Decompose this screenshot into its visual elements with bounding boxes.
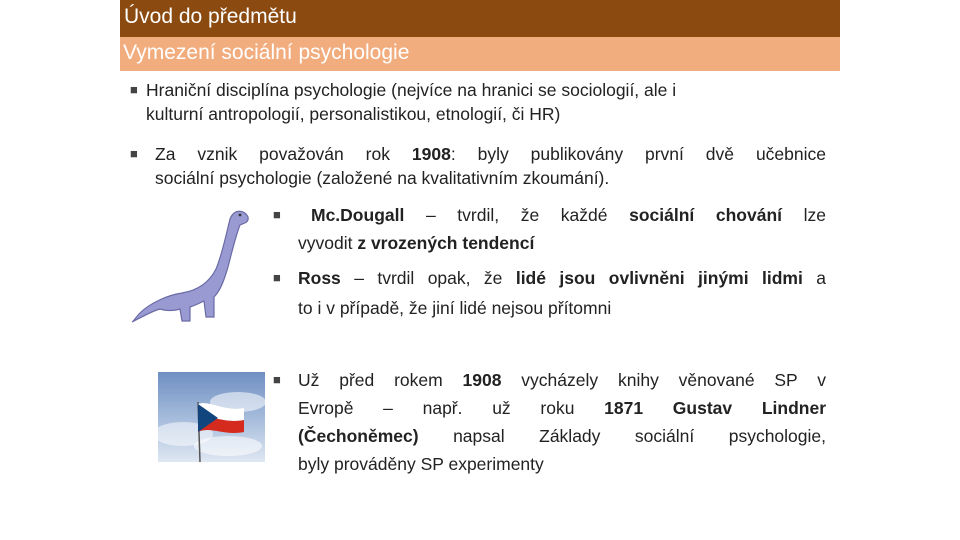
p2-line2: sociální psychologie (založené na kvalitativním zkoumání). [155, 168, 610, 188]
p5-text: Už před rokem [298, 370, 463, 390]
bullet-icon: ■ [273, 207, 281, 222]
p3-line2-text: vyvodit [298, 233, 358, 253]
p5-year: 1908 [462, 370, 502, 390]
flag-photo [158, 372, 265, 462]
p2-year: 1908 [411, 144, 451, 164]
p3-line1 [311, 203, 826, 227]
bullet-icon: ■ [273, 270, 281, 285]
p4-name: Ross [298, 268, 341, 288]
slide-title: Úvod do předmětu [124, 5, 297, 28]
bullet-icon: ■ [130, 146, 138, 161]
p2-text: Za vznik považován rok [155, 144, 412, 164]
p4-emph: lidé jsou ovlivněni jinými lidmi [515, 268, 803, 288]
p3-text: – tvrdil, že každé [404, 205, 630, 225]
p5-text-post: vycházely knihy věnované SP v [501, 370, 826, 390]
bullet-icon: ■ [273, 372, 281, 387]
p3-line2 [298, 231, 534, 255]
p5-line3-bold: (Čechoněmec) [298, 426, 419, 446]
p1-line1: Hraniční disciplína psychologie (nejvíce na hranici se sociologií, ale i [146, 80, 677, 100]
p5-line2-text: Evropě – např. už roku [298, 398, 605, 418]
p4-line2: to i v případě, že jiní lidé nejsou přítomni [298, 298, 612, 318]
p3-emph: sociální chování [629, 205, 783, 225]
p5-line4: byly prováděny SP experimenty [298, 454, 544, 474]
bullet-icon: ■ [130, 82, 138, 97]
p5-line2-bold: 1871 Gustav Lindner [604, 398, 826, 418]
p2-text-post: : byly publikovány první dvě učebnice [450, 144, 826, 164]
p4-text: – tvrdil opak, že [340, 268, 516, 288]
p3-name: Mc.Dougall [311, 205, 405, 225]
slide-subtitle: Vymezení sociální psychologie [123, 41, 410, 64]
p5-line1 [298, 368, 826, 392]
p5-line2 [298, 396, 826, 420]
p3-line2-bold: z vrozených tendencí [357, 233, 535, 253]
p5-line3 [298, 424, 826, 448]
p2-line1 [155, 142, 826, 166]
p3-text-post: lze [782, 205, 826, 225]
p4-text-post: a [802, 268, 826, 288]
p5-line3-text: napsal Základy sociální psychologie, [418, 426, 826, 446]
p1-line2: kulturní antropologií, personalistikou, etnologií, či HR) [146, 104, 561, 124]
p4-line1 [298, 266, 826, 290]
dinosaur-icon [130, 205, 252, 323]
